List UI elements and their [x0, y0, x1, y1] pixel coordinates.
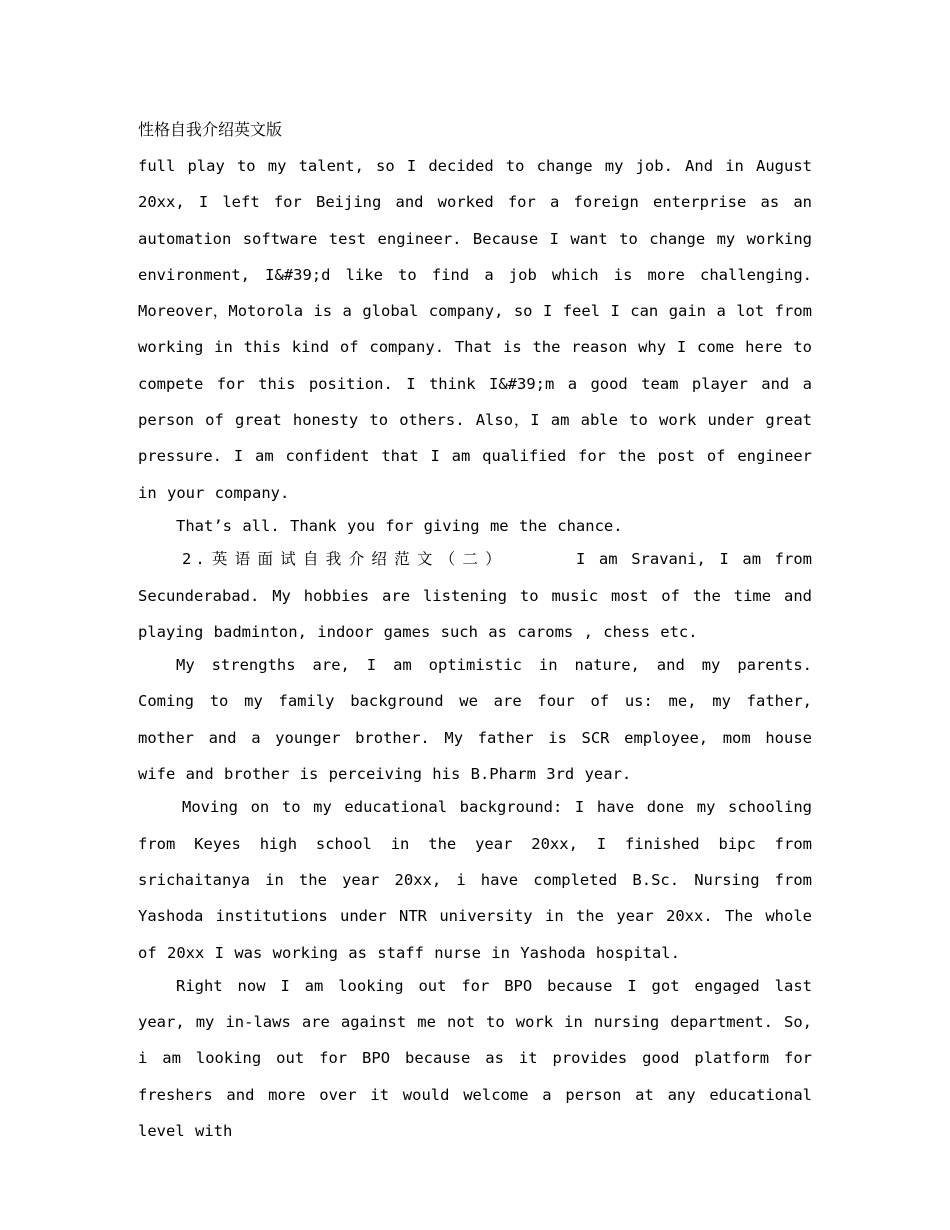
paragraph-closing: That’s all. Thank you for giving me the chance. [176, 516, 623, 535]
paragraph-sravani-intro [138, 541, 812, 650]
document-body [138, 148, 812, 1149]
paragraph-education: Moving on to my educational background: I have done my schooling from Keyes high school in the year 20xx, I finished bipc from srichaitanya in the year 20xx, i have completed B.Sc. Nursing from Yashoda institutions under NTR university in the year 20xx. The whole of 20xx I was working as staff nurse in Yashoda hospital. [138, 798, 812, 962]
paragraph-career-change: full play to my talent, so I decided to change my job. And in August 20xx, I left for Beijing and worked for a foreign enterprise as an automation software test engineer. Because I want to change my working environment, I&#39;d like to find a job which is more challenging. Moreover，Motorola is a global company, so I feel I can gain a lot from working in this kind of company. That is the reason why I come here to compete for this position. I think I&#39;m a good team player and a person of great honesty to others. Also，I am able to work under great pressure. I am confident that I am qualified for the post of engineer in your company. [138, 157, 812, 502]
paragraph-sravani-intro-text: I am Sravani, I am from Secunderabad. My hobbies are listening to music most of the time and playing badminton, indoor games such as caroms , chess etc. [138, 550, 812, 641]
section-heading: 2.英语面试自我介绍范文（二） [182, 550, 508, 569]
document-title: 性格自我介绍英文版 [138, 120, 283, 139]
paragraph-strengths: My strengths are, I am optimistic in nature, and my parents. Coming to my family background we are four of us: me, my father, mother and a younger brother. My father is SCR employee, mom house wife and brother is perceiving his B.Pharm 3rd year. [138, 656, 812, 784]
paragraph-bpo: Right now I am looking out for BPO because I got engaged last year, my in-laws are against me not to work in nursing department. So, i am looking out for BPO because as it provides good platform for freshers and more over it would welcome a person at any educational level with [138, 976, 812, 1141]
